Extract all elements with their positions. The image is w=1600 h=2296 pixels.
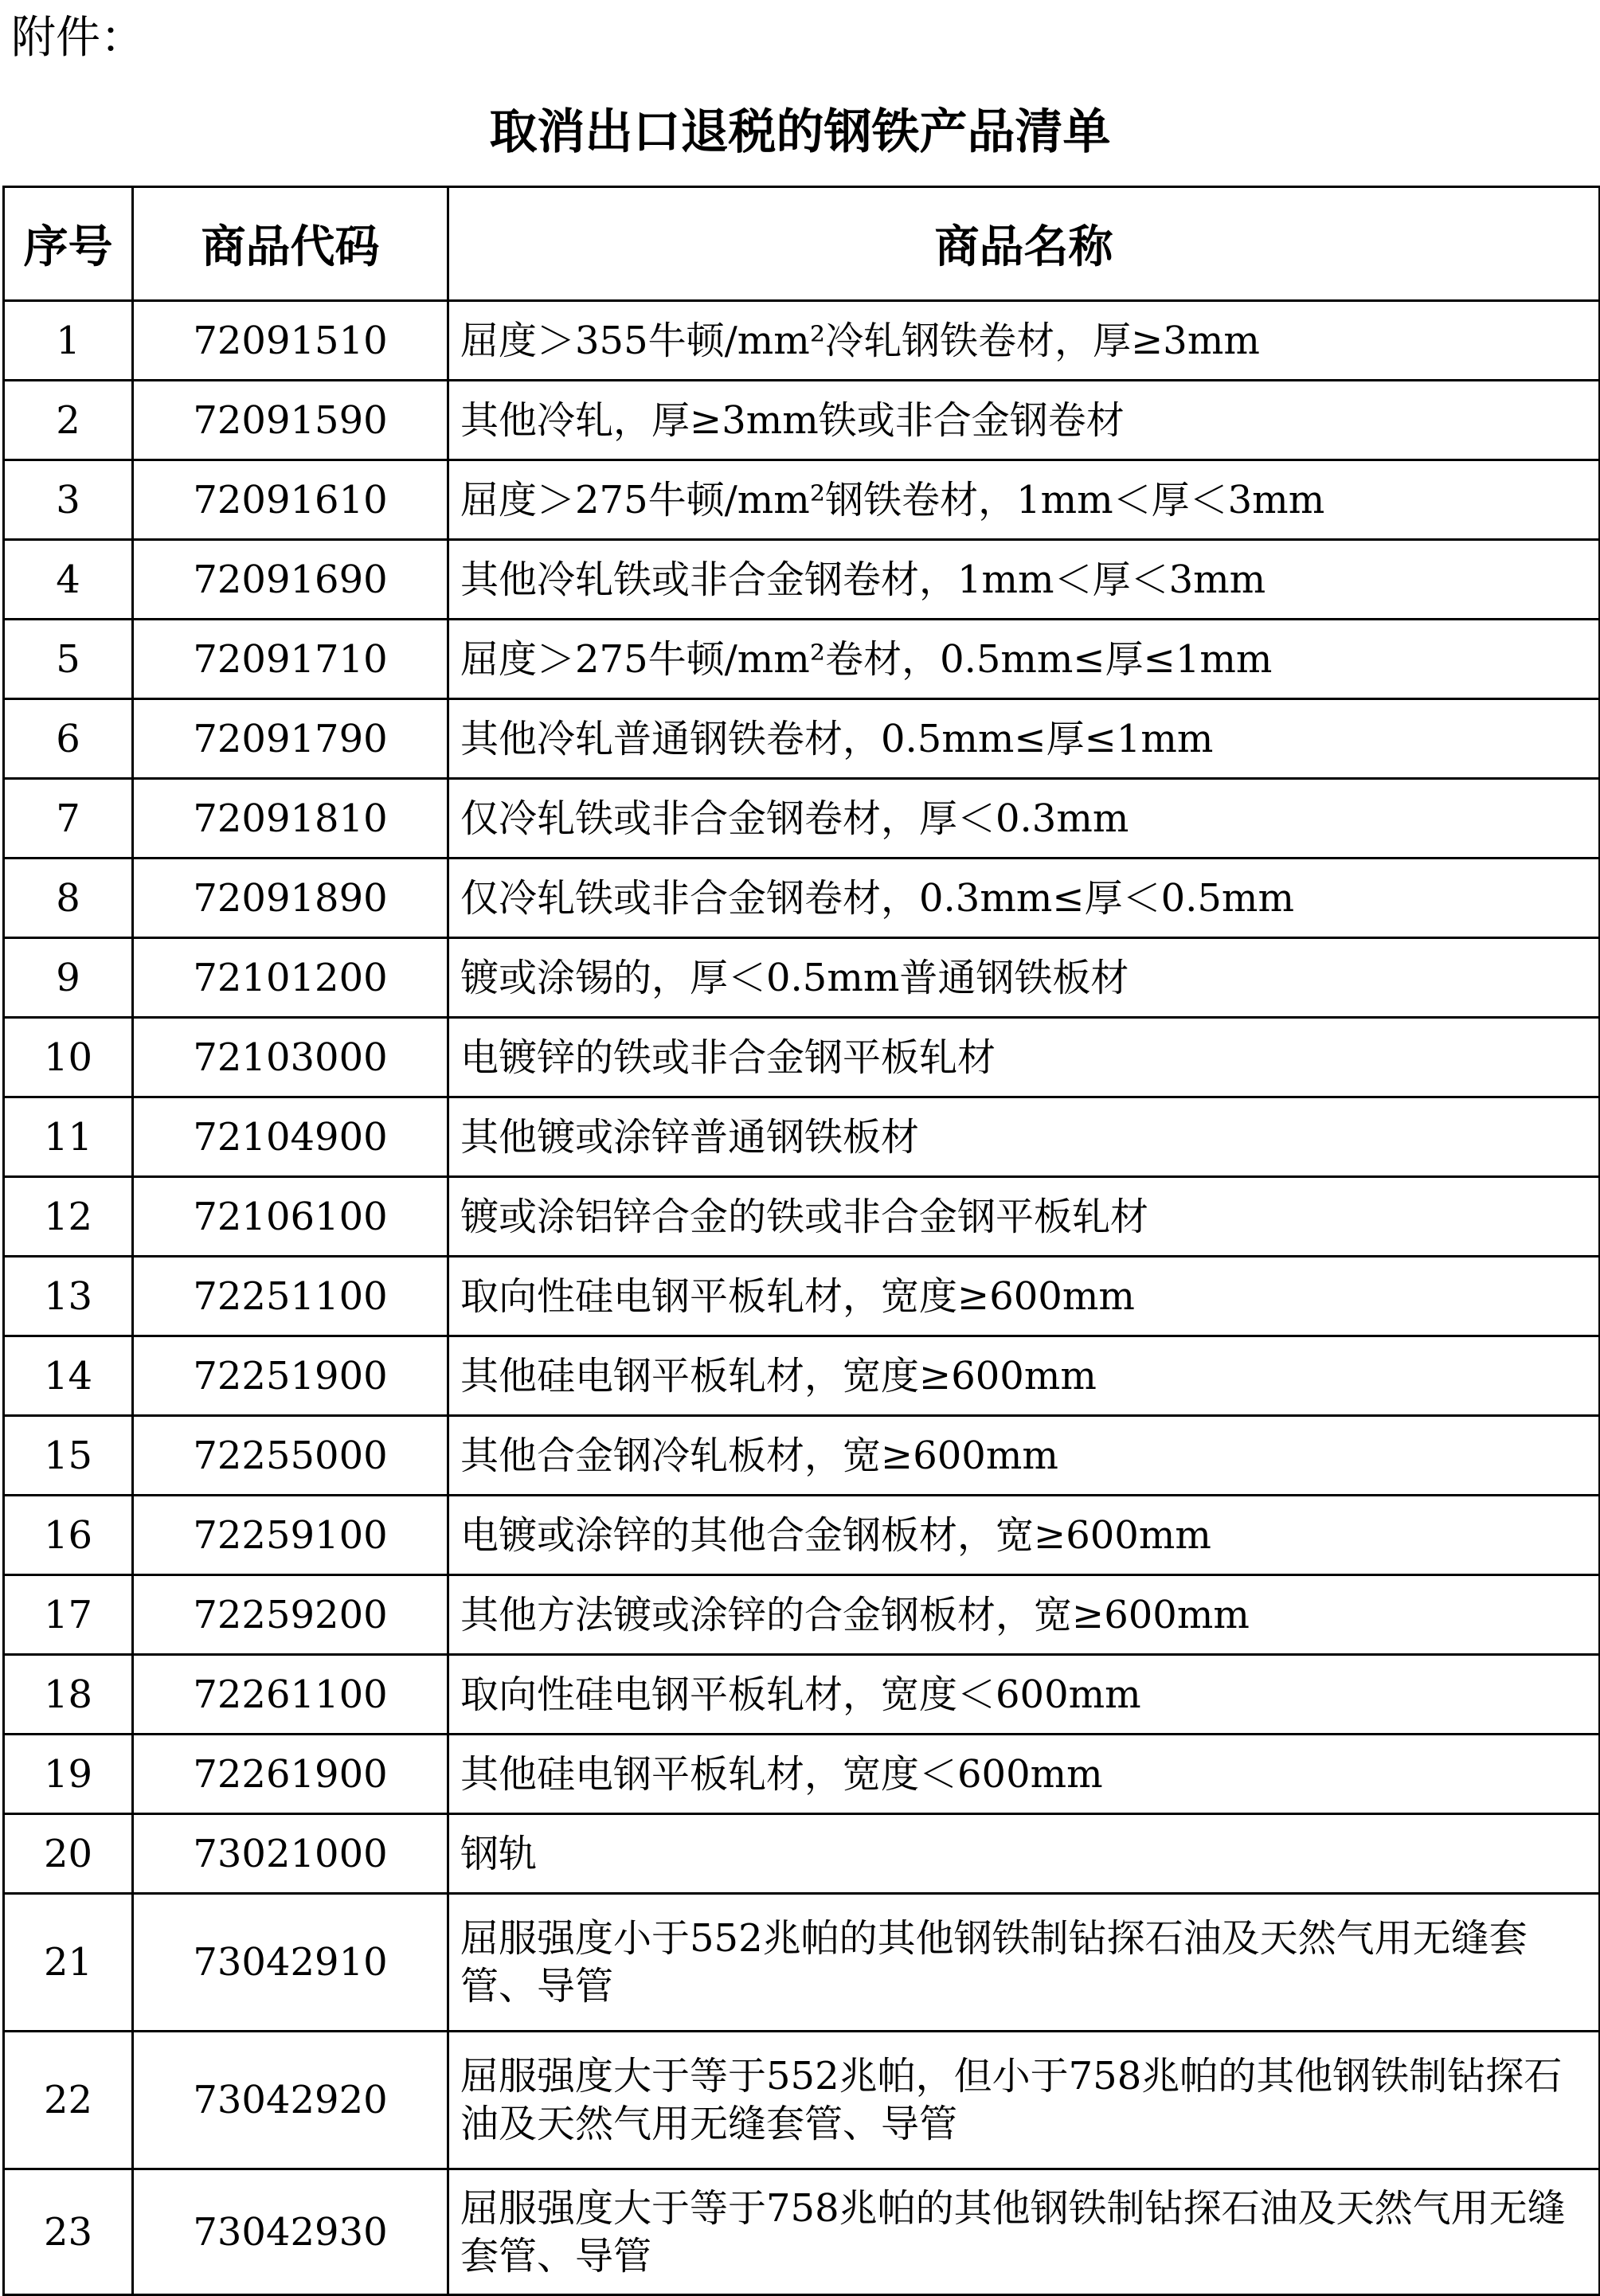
row-serial-number: 14 bbox=[4, 1336, 133, 1416]
row-product-name: 其他硅电钢平板轧材，宽度＜600mm bbox=[448, 1735, 1600, 1814]
row-product-code: 72101200 bbox=[133, 938, 448, 1018]
row-product-name: 屈度＞275牛顿/mm²钢铁卷材，1mm＜厚＜3mm bbox=[448, 460, 1600, 540]
table-row bbox=[4, 2032, 1600, 2169]
row-serial-number: 22 bbox=[4, 2032, 133, 2169]
row-product-code: 72259200 bbox=[133, 1575, 448, 1655]
row-product-name: 其他硅电钢平板轧材，宽度≥600mm bbox=[448, 1336, 1600, 1416]
row-product-name: 镀或涂铝锌合金的铁或非合金钢平板轧材 bbox=[448, 1177, 1600, 1257]
row-product-name: 钢轨 bbox=[448, 1814, 1600, 1894]
table-row bbox=[4, 1177, 1600, 1257]
attachment-label: 附件： bbox=[11, 12, 145, 64]
table-row bbox=[4, 301, 1600, 381]
row-product-code: 72251900 bbox=[133, 1336, 448, 1416]
table-row bbox=[4, 1257, 1600, 1336]
row-serial-number: 3 bbox=[4, 460, 133, 540]
row-product-name: 屈服强度大于等于552兆帕，但小于758兆帕的其他钢铁制钻探石油及天然气用无缝套管、导管 bbox=[448, 2032, 1600, 2169]
row-serial-number: 4 bbox=[4, 540, 133, 620]
table-row bbox=[4, 1496, 1600, 1575]
header-serial-number: 序号 bbox=[4, 187, 133, 301]
steel-product-table bbox=[2, 186, 1600, 2296]
table-row bbox=[4, 381, 1600, 460]
table-row bbox=[4, 1416, 1600, 1496]
row-serial-number: 1 bbox=[4, 301, 133, 381]
table-row bbox=[4, 1814, 1600, 1894]
row-product-code: 72106100 bbox=[133, 1177, 448, 1257]
row-serial-number: 13 bbox=[4, 1257, 133, 1336]
table-row bbox=[4, 540, 1600, 620]
row-product-code: 72255000 bbox=[133, 1416, 448, 1496]
row-product-code: 72091810 bbox=[133, 779, 448, 859]
header-product-code: 商品代码 bbox=[133, 187, 448, 301]
row-product-name: 其他合金钢冷轧板材，宽≥600mm bbox=[448, 1416, 1600, 1496]
row-product-code: 72261100 bbox=[133, 1655, 448, 1735]
row-product-name: 仅冷轧铁或非合金钢卷材，0.3mm≤厚＜0.5mm bbox=[448, 859, 1600, 938]
row-serial-number: 17 bbox=[4, 1575, 133, 1655]
row-product-code: 73042930 bbox=[133, 2169, 448, 2295]
table-row bbox=[4, 1336, 1600, 1416]
row-serial-number: 12 bbox=[4, 1177, 133, 1257]
row-serial-number: 5 bbox=[4, 620, 133, 699]
row-product-code: 73042910 bbox=[133, 1894, 448, 2032]
row-serial-number: 10 bbox=[4, 1018, 133, 1097]
row-product-code: 72259100 bbox=[133, 1496, 448, 1575]
row-serial-number: 8 bbox=[4, 859, 133, 938]
row-product-name: 仅冷轧铁或非合金钢卷材，厚＜0.3mm bbox=[448, 779, 1600, 859]
row-product-name: 其他冷轧铁或非合金钢卷材，1mm＜厚＜3mm bbox=[448, 540, 1600, 620]
row-product-code: 72091710 bbox=[133, 620, 448, 699]
table-row bbox=[4, 1097, 1600, 1177]
row-product-code: 72103000 bbox=[133, 1018, 448, 1097]
document-title: 取消出口退税的钢铁产品清单 bbox=[489, 104, 1111, 160]
table-row bbox=[4, 1894, 1600, 2032]
row-serial-number: 23 bbox=[4, 2169, 133, 2295]
row-product-code: 72091610 bbox=[133, 460, 448, 540]
table-row bbox=[4, 620, 1600, 699]
table-row bbox=[4, 938, 1600, 1018]
row-product-name: 屈度＞275牛顿/mm²卷材，0.5mm≤厚≤1mm bbox=[448, 620, 1600, 699]
row-serial-number: 15 bbox=[4, 1416, 133, 1496]
table-row bbox=[4, 460, 1600, 540]
table-row bbox=[4, 779, 1600, 859]
row-serial-number: 11 bbox=[4, 1097, 133, 1177]
row-product-name: 其他方法镀或涂锌的合金钢板材，宽≥600mm bbox=[448, 1575, 1600, 1655]
row-product-name: 屈服强度小于552兆帕的其他钢铁制钻探石油及天然气用无缝套管、导管 bbox=[448, 1894, 1600, 2032]
row-serial-number: 18 bbox=[4, 1655, 133, 1735]
row-product-name: 其他冷轧，厚≥3mm铁或非合金钢卷材 bbox=[448, 381, 1600, 460]
row-product-name: 电镀或涂锌的其他合金钢板材，宽≥600mm bbox=[448, 1496, 1600, 1575]
row-product-name: 电镀锌的铁或非合金钢平板轧材 bbox=[448, 1018, 1600, 1097]
table-row bbox=[4, 1655, 1600, 1735]
row-serial-number: 2 bbox=[4, 381, 133, 460]
row-product-name: 其他镀或涂锌普通钢铁板材 bbox=[448, 1097, 1600, 1177]
row-product-name: 屈度＞355牛顿/mm²冷轧钢铁卷材，厚≥3mm bbox=[448, 301, 1600, 381]
table-row bbox=[4, 859, 1600, 938]
row-serial-number: 21 bbox=[4, 1894, 133, 2032]
table-row bbox=[4, 2169, 1600, 2295]
table-row bbox=[4, 1735, 1600, 1814]
row-product-name: 取向性硅电钢平板轧材，宽度＜600mm bbox=[448, 1655, 1600, 1735]
row-serial-number: 6 bbox=[4, 699, 133, 779]
row-product-code: 72091690 bbox=[133, 540, 448, 620]
row-product-name: 其他冷轧普通钢铁卷材，0.5mm≤厚≤1mm bbox=[448, 699, 1600, 779]
row-product-name: 屈服强度大于等于758兆帕的其他钢铁制钻探石油及天然气用无缝套管、导管 bbox=[448, 2169, 1600, 2295]
row-serial-number: 16 bbox=[4, 1496, 133, 1575]
row-product-name: 镀或涂锡的，厚＜0.5mm普通钢铁板材 bbox=[448, 938, 1600, 1018]
row-product-code: 72251100 bbox=[133, 1257, 448, 1336]
row-serial-number: 7 bbox=[4, 779, 133, 859]
row-serial-number: 20 bbox=[4, 1814, 133, 1894]
header-product-name: 商品名称 bbox=[448, 187, 1600, 301]
row-serial-number: 9 bbox=[4, 938, 133, 1018]
row-serial-number: 19 bbox=[4, 1735, 133, 1814]
table-header-row bbox=[4, 187, 1600, 301]
row-product-code: 72261900 bbox=[133, 1735, 448, 1814]
row-product-code: 72091510 bbox=[133, 301, 448, 381]
table-row bbox=[4, 1018, 1600, 1097]
row-product-code: 72091890 bbox=[133, 859, 448, 938]
table-row bbox=[4, 1575, 1600, 1655]
table-row bbox=[4, 699, 1600, 779]
row-product-code: 72104900 bbox=[133, 1097, 448, 1177]
row-product-code: 72091590 bbox=[133, 381, 448, 460]
row-product-code: 73021000 bbox=[133, 1814, 448, 1894]
row-product-name: 取向性硅电钢平板轧材，宽度≥600mm bbox=[448, 1257, 1600, 1336]
row-product-code: 72091790 bbox=[133, 699, 448, 779]
row-product-code: 73042920 bbox=[133, 2032, 448, 2169]
